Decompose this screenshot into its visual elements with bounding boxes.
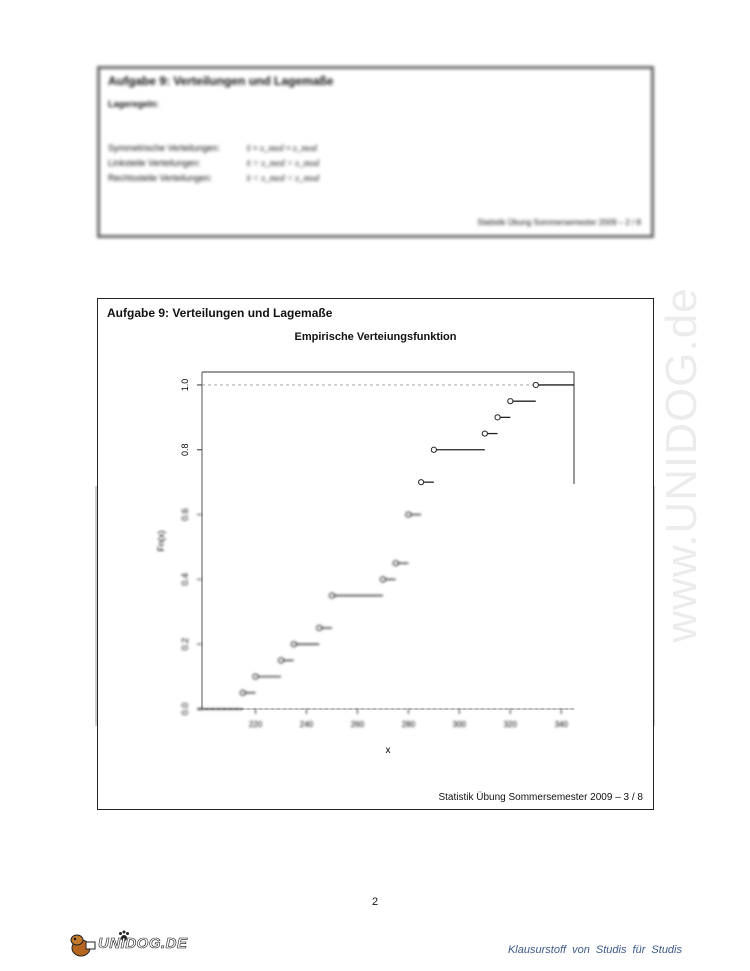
ecdf-point — [329, 593, 334, 598]
slide-top — [97, 66, 654, 238]
ecdf-point — [533, 382, 538, 387]
y-tick-label: 0.4 — [180, 573, 190, 586]
ecdf-point — [291, 642, 296, 647]
y-tick-label: 0.8 — [180, 443, 190, 457]
rule-label: Rechtssteile Verteilungen: — [108, 173, 213, 183]
y-tick-label: 0.2 — [180, 637, 190, 651]
x-tick-label: 340 — [554, 720, 568, 729]
rule-row — [108, 143, 317, 153]
x-tick-label: 320 — [503, 720, 517, 729]
ecdf-point — [431, 447, 436, 452]
x-tick-label: 280 — [401, 720, 416, 729]
ecdf-point — [317, 625, 322, 630]
rule-row — [108, 158, 319, 168]
y-tick-label: 1.0 — [180, 378, 190, 392]
slide-main-title: Aufgabe 9: Verteilungen und Lagemaße — [107, 306, 333, 320]
ecdf-point — [419, 480, 424, 485]
x-tick-label: 220 — [248, 720, 263, 729]
unidog-logo — [66, 930, 186, 960]
ecdf-point — [406, 512, 411, 517]
logo-text: UNIDOG.DE — [98, 935, 188, 952]
rule-row — [108, 173, 319, 183]
rule-label: Symmetrische Verteilungen: — [108, 143, 221, 153]
tagline: Klausurstoff von Studis für Studis — [507, 944, 682, 956]
y-tick-label: 0.6 — [180, 508, 190, 521]
slide-main-footer: Statistik Übung Sommersemester 2009 – 3 / 8 — [438, 792, 643, 803]
watermark: www.UNIDOG.de — [657, 287, 706, 643]
ecdf-point — [240, 690, 245, 695]
x-tick-label: 300 — [452, 720, 467, 729]
x-tick-label: 260 — [350, 720, 365, 729]
chart-title: Empirische Verteiungsfunktion — [294, 331, 457, 343]
page-number: 2 — [371, 896, 379, 908]
rule-formula: x̄ > x_med > x_mod — [246, 158, 320, 168]
x-axis-label: x — [385, 745, 391, 756]
dog-mascot-icon — [66, 930, 100, 960]
ecdf-point — [495, 415, 500, 420]
x-tick-label: 240 — [299, 720, 314, 729]
rule-formula: x̄ < x_med < x_mod — [246, 173, 320, 183]
ecdf-chart — [98, 299, 655, 811]
y-tick-label: 0.0 — [180, 702, 190, 716]
ecdf-point — [380, 577, 385, 582]
rule-label: Linksteile Verteilungen: — [108, 158, 201, 168]
slide-top-subtitle: Lageregeln: — [108, 99, 160, 109]
chart-marks — [180, 379, 574, 729]
ecdf-point — [508, 399, 513, 404]
ecdf-point — [278, 658, 283, 663]
rule-formula: x̄ ≈ x_med ≈ x_mod — [246, 143, 317, 153]
ecdf-point — [482, 431, 487, 436]
slide-top-title: Aufgabe 9: Verteilungen und Lagemaße — [108, 74, 334, 88]
y-axis-label: Fn(x) — [156, 530, 166, 552]
ecdf-point — [253, 674, 258, 679]
slide-top-footer: Statistik Übung Sommersemester 2009 – 2 / 8 — [477, 218, 641, 227]
slide-main — [97, 298, 654, 810]
ecdf-point — [393, 561, 398, 566]
